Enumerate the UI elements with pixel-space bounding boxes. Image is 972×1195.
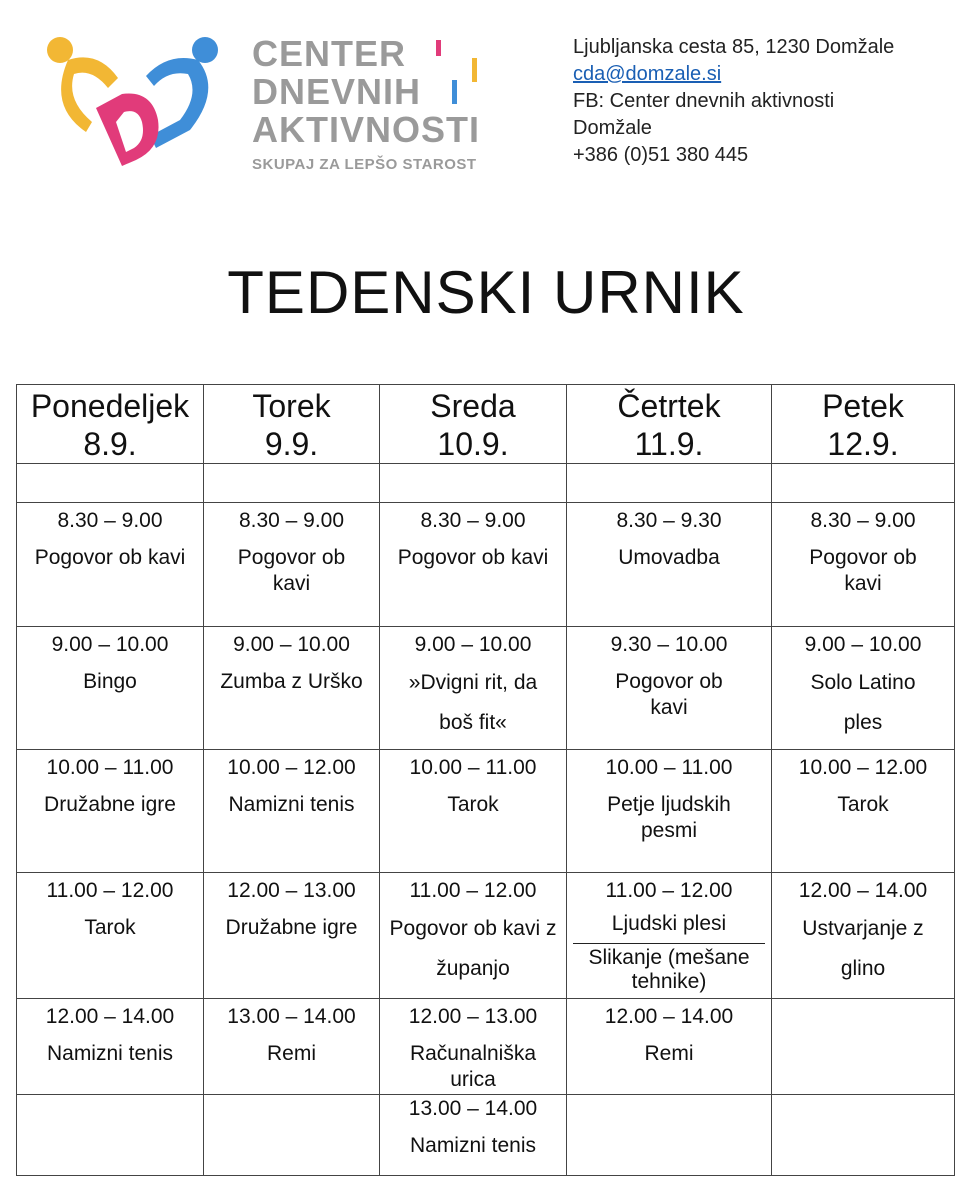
activity: Bingo <box>83 670 137 693</box>
schedule-cell <box>567 627 772 750</box>
weekly-schedule-table <box>16 384 955 1176</box>
schedule-cell <box>380 1095 567 1176</box>
time-slot: 11.00 – 12.00 <box>409 879 537 902</box>
day-date: 11.9. <box>634 426 704 462</box>
time-slot: 8.30 – 9.00 <box>57 509 163 532</box>
empty-cell <box>567 1095 772 1176</box>
activity: »Dvigni rit, da boš fit« <box>408 671 538 734</box>
activity: Družabne igre <box>44 793 176 816</box>
schedule-cell <box>772 503 955 627</box>
contact-info <box>573 34 963 169</box>
day-header-row <box>17 385 955 464</box>
activity: Pogovor ob kavi z županjo <box>389 917 557 980</box>
logo-bars-icon <box>432 36 482 116</box>
empty-cell <box>380 464 567 503</box>
day-date: 10.9. <box>437 426 509 462</box>
spacer-row <box>17 464 955 503</box>
day-header <box>204 385 380 464</box>
schedule-cell <box>204 999 380 1095</box>
schedule-cell <box>204 873 380 999</box>
time-slot: 10.00 – 11.00 <box>46 756 174 779</box>
activity: Pogovor ob kavi <box>615 670 723 719</box>
contact-facebook: FB: Center dnevnih aktivnosti <box>573 90 835 112</box>
time-slot: 12.00 – 14.00 <box>798 879 928 902</box>
schedule-row <box>17 503 955 627</box>
activity-divider <box>573 943 765 944</box>
activity: Ljudski plesi <box>611 912 727 935</box>
activity: Računalniška urica <box>409 1042 537 1091</box>
time-slot: 9.00 – 10.00 <box>51 633 169 656</box>
schedule-cell <box>772 627 955 750</box>
day-header <box>772 385 955 464</box>
time-slot: 10.00 – 12.00 <box>798 756 928 779</box>
schedule-cell <box>204 627 380 750</box>
schedule-cell <box>380 627 567 750</box>
time-slot: 10.00 – 11.00 <box>409 756 537 779</box>
empty-cell <box>567 464 772 503</box>
logo-tagline: SKUPAJ ZA LEPŠO STAROST <box>252 156 477 173</box>
schedule-row <box>17 873 955 999</box>
day-header <box>567 385 772 464</box>
activity-secondary: Slikanje (mešane tehnike) <box>588 946 750 993</box>
time-slot: 11.00 – 12.00 <box>605 879 733 902</box>
page-header <box>0 0 972 200</box>
activity: Tarok <box>84 916 136 939</box>
day-name: Torek <box>252 388 331 424</box>
schedule-cell <box>567 999 772 1095</box>
activity: Pogovor ob kavi <box>397 546 549 569</box>
schedule-cell <box>17 873 204 999</box>
time-slot: 12.00 – 13.00 <box>227 879 356 902</box>
activity: Pogovor ob kavi <box>34 546 186 569</box>
contact-email-link[interactable]: cda@domzale.si <box>573 63 722 85</box>
empty-cell <box>204 464 380 503</box>
day-header <box>17 385 204 464</box>
contact-phone: +386 (0)51 380 445 <box>573 144 749 166</box>
day-name: Sreda <box>430 388 516 424</box>
time-slot: 12.00 – 13.00 <box>408 1005 538 1028</box>
activity: Solo Latino ples <box>810 671 916 734</box>
activity: Ustvarjanje z glino <box>802 917 924 980</box>
activity: Pogovor ob kavi <box>809 546 917 595</box>
time-slot: 12.00 – 14.00 <box>45 1005 175 1028</box>
time-slot: 8.30 – 9.30 <box>616 509 722 532</box>
logo-line-2: DNEVNIH <box>252 71 422 112</box>
time-slot: 9.30 – 10.00 <box>610 633 728 656</box>
schedule-row <box>17 627 955 750</box>
time-slot: 9.00 – 10.00 <box>804 633 922 656</box>
activity: Petje ljudskih pesmi <box>607 793 731 842</box>
day-date: 12.9. <box>827 426 899 462</box>
schedule-cell <box>772 873 955 999</box>
activity: Tarok <box>837 793 889 816</box>
day-date: 9.9. <box>264 426 319 462</box>
time-slot: 8.30 – 9.00 <box>420 509 526 532</box>
schedule-cell <box>380 999 567 1095</box>
schedule-row <box>17 1095 955 1176</box>
activity: Pogovor ob kavi <box>237 546 346 595</box>
schedule-row <box>17 999 955 1095</box>
empty-cell <box>772 999 955 1095</box>
time-slot: 11.00 – 12.00 <box>46 879 174 902</box>
activity: Zumba z Urško <box>220 670 363 693</box>
schedule-cell <box>567 503 772 627</box>
schedule-cell <box>567 750 772 873</box>
activity: Namizni tenis <box>409 1134 537 1157</box>
empty-cell <box>772 464 955 503</box>
organization-logo <box>40 30 500 180</box>
activity: Umovadba <box>618 546 720 569</box>
schedule-cell <box>17 503 204 627</box>
time-slot: 13.00 – 14.00 <box>227 1005 356 1028</box>
activity: Družabne igre <box>225 916 358 939</box>
time-slot: 12.00 – 14.00 <box>604 1005 734 1028</box>
logo-line-1: CENTER <box>252 33 407 74</box>
empty-cell <box>772 1095 955 1176</box>
schedule-cell <box>380 873 567 999</box>
activity: Namizni tenis <box>46 1042 174 1065</box>
day-header <box>380 385 567 464</box>
empty-cell <box>17 464 204 503</box>
time-slot: 9.00 – 10.00 <box>414 633 532 656</box>
activity: Remi <box>266 1042 316 1065</box>
contact-facebook-cont: Domžale <box>573 117 652 139</box>
time-slot: 9.00 – 10.00 <box>233 633 350 656</box>
day-name: Četrtek <box>617 388 721 424</box>
schedule-row <box>17 750 955 873</box>
schedule-cell <box>17 750 204 873</box>
schedule-cell <box>17 627 204 750</box>
logo-figures-icon <box>40 30 230 170</box>
day-date: 8.9. <box>83 426 137 462</box>
time-slot: 10.00 – 12.00 <box>227 756 356 779</box>
schedule-cell <box>380 503 567 627</box>
day-name: Petek <box>822 388 904 424</box>
schedule-cell <box>772 750 955 873</box>
time-slot: 8.30 – 9.00 <box>238 509 345 532</box>
empty-cell <box>17 1095 204 1176</box>
logo-line-3: AKTIVNOSTI <box>252 109 481 150</box>
time-slot: 13.00 – 14.00 <box>408 1097 538 1120</box>
activity: Namizni tenis <box>228 793 355 816</box>
time-slot: 8.30 – 9.00 <box>810 509 916 532</box>
schedule-cell <box>204 503 380 627</box>
activity: Remi <box>644 1042 694 1065</box>
schedule-cell <box>204 750 380 873</box>
empty-cell <box>204 1095 380 1176</box>
page-title: TEDENSKI URNIK <box>227 259 745 326</box>
schedule-cell <box>17 999 204 1095</box>
activity: Tarok <box>447 793 499 816</box>
day-name: Ponedeljek <box>30 388 190 424</box>
schedule-cell <box>380 750 567 873</box>
time-slot: 10.00 – 11.00 <box>605 756 733 779</box>
contact-address: Ljubljanska cesta 85, 1230 Domžale <box>573 36 895 58</box>
schedule-cell <box>567 873 772 999</box>
